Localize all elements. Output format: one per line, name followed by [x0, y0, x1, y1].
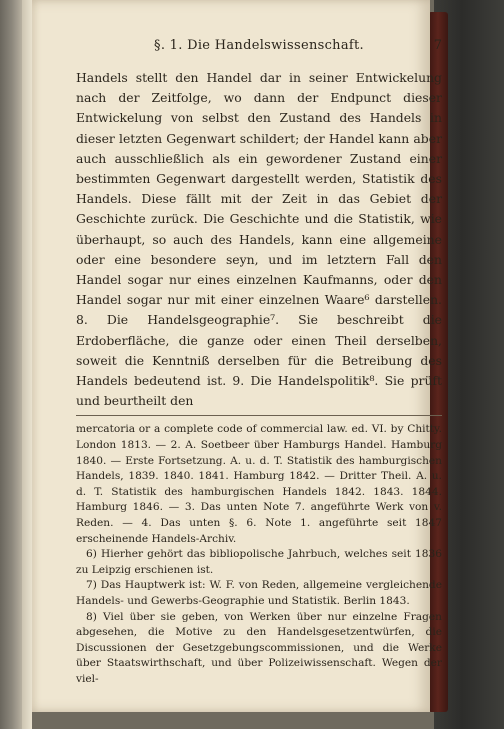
main-text — [76, 68, 442, 411]
running-head — [76, 38, 442, 58]
book-page — [32, 0, 442, 712]
footnotes — [76, 422, 442, 687]
book-cover-left — [0, 0, 22, 729]
footnote-continuation: mercatoria or a complete code of commercial law. ed. VI. by Chitty. London 1813. — 2. A. Soetbeer über Hamburgs Handel. Hamburg 1840. — Erste Fortsetzung. A. u. d. T. Statistik des hamburgischen Handels, 1839. 1840. 1841. Hamburg 1842. — Dritter Theil. A. u. d. T. Statistik des hamburgischen Handels 1842. 1843. 1844. Hamburg 1846. — 3. Das unten Note 7. angeführte Werk von v. Reden. — 4. Das unten §. 6. Note 1. angeführte seit 1847 erscheinende Handels-Archiv. — [76, 423, 442, 545]
page-number: 7 — [433, 38, 442, 53]
footnote-6: 6) Hierher gehört das bibliopolische Jahrbuch, welches seit 1836 zu Leipzig erschienen ist. — [76, 548, 442, 576]
body-paragraph: Handels stellt den Handel dar in seiner Entwickelung nach der Zeitfolge, wo dann der Endpunct dieser Entwickelung von selbst den Zustand des Handels in dieser letzten Gegenwart schildert; der Handel kann aber auch ausschließlich als ein gewordener Zustand einer bestimmten Gegenwart dargestellt werden, Statistik des Handels. Diese fällt mit der Zeit in das Gebiet der Geschichte zurück. Die Geschichte und die Statistik, wie überhaupt, so auch des Handels, kann eine allgemeine oder eine besondere seyn, und im letztern Fall den Handel sogar nur eines einzelnen Kaufmanns, oder den Handel sogar nur mit einer einzelnen Waare⁶ darstellen. 8. Die Handelsgeographie⁷. Sie beschreibt die Erdoberfläche, die ganze oder einen Theil derselben, soweit die Kenntniß derselben für die Betreibung des Handels bedeutend ist. 9. Die Handelspolitik⁸. Sie prüft und beurtheilt den — [76, 70, 442, 409]
footnote-7: 7) Das Hauptwerk ist: W. F. von Reden, allgemeine vergleichende Handels- und Gewerbs-Geographie und Statistik. Berlin 1843. — [76, 579, 442, 607]
footnote-8: 8) Viel über sie geben, von Werken über nur einzelne Fragen abgesehen, die Motive zu den Handelsgesetzentwürfen, die Discussionen der Gesetzgebungscommissionen, und die Werke über Staatswirthschaft, und über Polizeiwissenschaft. Wegen der viel- — [76, 610, 442, 685]
facing-page-edge — [22, 0, 32, 729]
footnote-divider — [76, 415, 442, 416]
text-area — [76, 38, 442, 688]
running-head-title: §. 1. Die Handelswissenschaft. — [154, 38, 364, 53]
